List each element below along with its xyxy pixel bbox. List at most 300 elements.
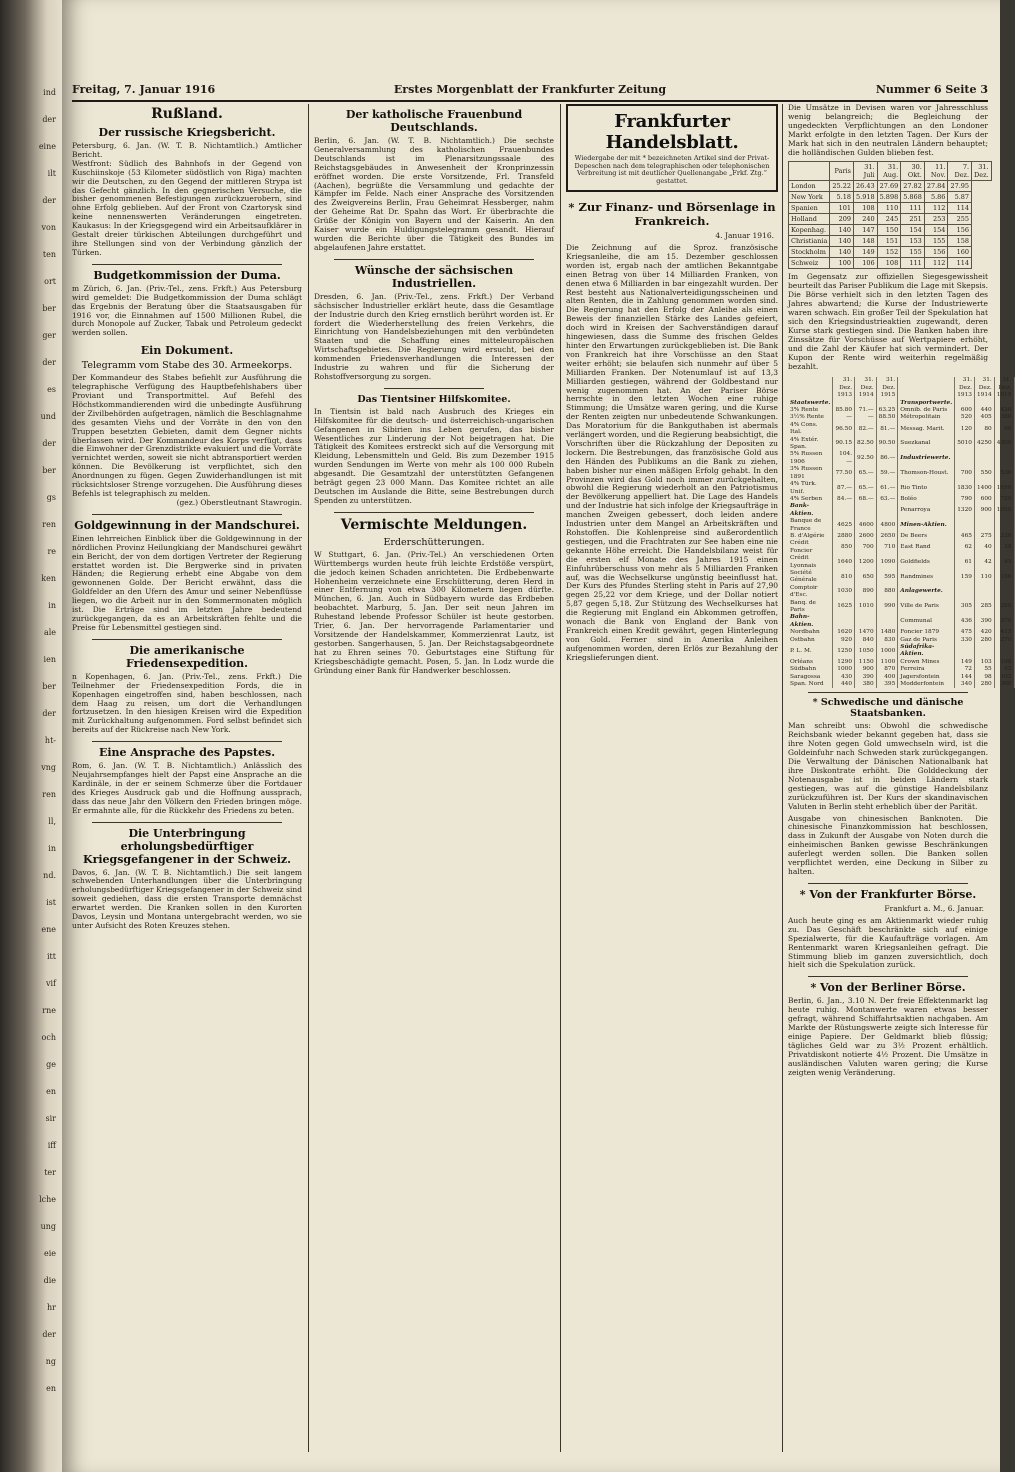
article-hilfskomitee bbox=[314, 394, 554, 506]
table-cell: 395 bbox=[876, 681, 898, 688]
table-body bbox=[789, 181, 992, 269]
table-cell: 40 bbox=[974, 540, 994, 555]
table-row bbox=[788, 614, 1014, 629]
article-body: Man schreibt uns: Obwohl die schwedische Reichsbank wieder bekannt gegeben hat, dass sie ihre Noten gegen Gold umwechseln wird, ist die Goldeinfuhr nach Schweden stark zurückgegangen. Die Verwaltung der Dänischen Nationalbank hat ihre Diskontrate erhöht. Die Golddeckung der Notenausgabe ist in beiden Ländern stark gestiegen, was auf die günstige Handelsbilanz zurückzuführen ist. Der Kurs der skandinavischen Valuten in Berlin steht erheblich über der Parität. bbox=[788, 721, 988, 811]
table-cell: 31. Dez. 1915 bbox=[994, 377, 1014, 399]
table-cell: Crédit Foncier bbox=[788, 540, 833, 555]
spine-fragment: ber bbox=[42, 682, 56, 691]
article-dokument bbox=[72, 344, 302, 508]
table-cell bbox=[955, 644, 975, 659]
table-cell: Messag. Marit. bbox=[898, 422, 955, 437]
table-cell: 82.50 bbox=[855, 437, 877, 452]
article-finanzlage-frankreich bbox=[566, 200, 778, 663]
table-cell: 405 bbox=[974, 414, 994, 421]
page-header bbox=[72, 74, 988, 102]
edition-title: Erstes Morgenblatt der Frankfurter Zeitung bbox=[393, 83, 667, 96]
spine-fragment: itt bbox=[47, 952, 56, 961]
table-cell: 103 bbox=[974, 659, 994, 666]
table-cell: 440 bbox=[833, 681, 855, 688]
table-cell: 270 bbox=[994, 637, 1014, 644]
table-cell: Orléans bbox=[788, 659, 833, 666]
table-cell: 31. Dez. 1914 bbox=[855, 377, 877, 399]
table-row bbox=[788, 600, 1014, 615]
article-title: Der katholische Frauenbund Deutschlands. bbox=[345, 108, 523, 134]
spine-fragment: ale bbox=[43, 628, 56, 637]
spine-fragment: nd. bbox=[43, 871, 56, 880]
table-cell: Stockholm bbox=[789, 247, 830, 258]
table-cell: London bbox=[789, 181, 830, 192]
table-header-cell: 31. Dez. bbox=[972, 162, 992, 181]
table-cell: Bank-Aktien. bbox=[788, 503, 833, 518]
table-cell: 415 bbox=[994, 629, 1014, 636]
table-cell bbox=[974, 585, 994, 600]
table-cell: 114 bbox=[948, 258, 972, 269]
table-cell: 710 bbox=[876, 540, 898, 555]
section-copyright-note: Wiedergabe der mit * bezeichneten Artikel sind der Privat-Depeschen nach dem telegraphischen oder telephonischen Verbreitung ist mit deutlicher Quellenangabe „Frkf. Ztg.“ gestattet. bbox=[574, 154, 770, 185]
table-cell: Crown Mines bbox=[898, 659, 955, 666]
table-cell: 850 bbox=[833, 540, 855, 555]
divider bbox=[808, 976, 968, 977]
table-cell: 90.15 bbox=[833, 437, 855, 452]
spine-fragment: ilt bbox=[47, 169, 56, 178]
table-header-cell: 11. Nov. bbox=[924, 162, 948, 181]
table-cell: 1480 bbox=[876, 629, 898, 636]
table-cell: Métropolitain bbox=[898, 414, 955, 421]
table-cell: Südbahn bbox=[788, 666, 833, 673]
table-cell: 140 bbox=[830, 225, 854, 236]
table-cell: 106 bbox=[994, 570, 1014, 585]
spine-fragment: gs bbox=[46, 493, 56, 502]
table-cell: 4% Serben bbox=[788, 496, 833, 503]
table-row bbox=[789, 225, 992, 236]
article-title: Goldgewinnung in der Mandschurei. bbox=[74, 518, 300, 532]
table-cell: 1030 bbox=[833, 585, 855, 600]
spine-fragment: iff bbox=[47, 1141, 56, 1150]
table-header-cell: Paris bbox=[830, 162, 854, 181]
table-cell: 31. Dez. 1914 bbox=[974, 377, 994, 399]
spine-fragment: ger bbox=[42, 331, 56, 340]
spine-fragment: ng bbox=[45, 1357, 56, 1366]
table-cell bbox=[955, 518, 975, 533]
table-cell: — bbox=[855, 414, 877, 421]
table-cell: 81.— bbox=[876, 422, 898, 437]
table-cell: Ferreira bbox=[898, 666, 955, 673]
table-cell: Randmines bbox=[898, 570, 955, 585]
table-cell: 380 bbox=[855, 681, 877, 688]
table-cell: Spanien bbox=[789, 203, 830, 214]
spine-fragment: der bbox=[42, 439, 56, 448]
spine-fragment: ind bbox=[43, 88, 56, 97]
table-header-row bbox=[789, 162, 992, 181]
divider bbox=[92, 264, 282, 265]
table-cell: 280 bbox=[974, 681, 994, 688]
table-cell bbox=[876, 400, 898, 407]
table-cell: 104.— bbox=[833, 451, 855, 466]
spine-fragment: ien bbox=[43, 655, 56, 664]
table-cell: Christiania bbox=[789, 236, 830, 247]
table-row bbox=[788, 414, 1014, 421]
table-header-cell: 7. Dez. bbox=[948, 162, 972, 181]
spine-fragment: re bbox=[47, 547, 56, 556]
article-body: Berlin, 6. Jan., 3.10 N. Der freie Effektenmarkt lag heute ruhig. Montanwerte waren etwas besser gefragt, während Schiffahrtsaktien nachgaben. Am Markte der Rüstungswerte zeigte sich Interesse für einige Papiere. Der Geldmarkt blieb flüssig; tägliches Geld war zu 3½ Prozent erhältlich. Privatdiskont notierte 4½ Prozent. Die Umsätze in ausländischen Valuten waren gering; die Kurse zeigten wenig Veränderung. bbox=[788, 996, 988, 1077]
spine-fragment: rne bbox=[42, 1006, 56, 1015]
table-cell: 61 bbox=[955, 555, 975, 570]
article-industriellen bbox=[314, 264, 554, 382]
table-cell: 990 bbox=[876, 600, 898, 615]
article-berliner-boerse bbox=[788, 981, 988, 1077]
table-cell: 90.50 bbox=[876, 437, 898, 452]
table-cell: 86.— bbox=[876, 451, 898, 466]
table-cell: 4% Extér. Span. bbox=[788, 437, 833, 452]
article-title: Das Tientsiner Hilfskomitee. bbox=[357, 393, 511, 405]
table-cell: Span. Nord bbox=[788, 681, 833, 688]
table-cell: Ville de Paris bbox=[898, 600, 955, 615]
table-cell: 810 bbox=[833, 570, 855, 585]
article-title: Rußland. bbox=[151, 106, 223, 122]
divider bbox=[92, 741, 282, 742]
table-cell: 160 bbox=[948, 247, 972, 258]
table-cell: Foncier 1879 bbox=[898, 629, 955, 636]
table-cell: 1250 bbox=[833, 644, 855, 659]
table-cell: 380 bbox=[994, 414, 1014, 421]
article-body: n Kopenhagen, 6. Jan. (Priv.-Tel., zens. Frkft.) Die Teilnehmer der Friedensexpedition Fords, die in Kopenhagen eingetroffen sind, haben beschlossen, nach dem Haag zu reisen, um dort die Verhandlungen fortzusetzen. In den hiesigen Kreisen wird die Expedition mit Zurückhaltung aufgenommen. Ford selbst befindet sich bereits auf der Rückreise nach New York. bbox=[72, 671, 302, 735]
table-cell: 1640 bbox=[833, 555, 855, 570]
table-cell: 890 bbox=[855, 585, 877, 600]
table-cell: 90 bbox=[994, 422, 1014, 437]
divider bbox=[92, 822, 282, 823]
spine-fragment: sir bbox=[45, 1114, 56, 1123]
table-cell: 475 bbox=[955, 629, 975, 636]
table-row bbox=[788, 644, 1014, 659]
table-cell: 5.87 bbox=[948, 192, 972, 203]
table-cell: 111 bbox=[901, 258, 925, 269]
spine-fragment: ken bbox=[41, 574, 56, 583]
adjacent-page-text bbox=[2, 88, 56, 1448]
table-cell: 59.— bbox=[876, 466, 898, 481]
article-body: Ausgabe von chinesischen Banknoten. Die chinesische Finanzkommission hat beschlossen, dass in Zukunft der Ausgabe von Noten durch die einheimischen Banken gewisse Beschränkungen auferlegt werden sollen. Die Banken sollen verpflichtet werden, eine Deckung in Silber zu halten. bbox=[788, 813, 988, 876]
table-cell: 154 bbox=[924, 225, 948, 236]
table-cell: 27.95 bbox=[948, 181, 972, 192]
table-cell: Kopenhag. bbox=[789, 225, 830, 236]
table-cell: 148 bbox=[854, 236, 878, 247]
table-row bbox=[788, 637, 1014, 644]
article-staatsbanken bbox=[788, 697, 988, 876]
table-cell: Comptoir d'Esc. bbox=[788, 585, 833, 600]
table-cell: 5% Russen 1906 bbox=[788, 451, 833, 466]
table-cell: 550 bbox=[974, 466, 994, 481]
spine-fragment: ist bbox=[46, 898, 56, 907]
table-cell bbox=[994, 585, 1014, 600]
newspaper-page bbox=[62, 0, 1012, 1472]
table-cell: 152 bbox=[877, 247, 901, 258]
table-cell: Holland bbox=[789, 214, 830, 225]
article-body: In Tientsin ist bald nach Ausbruch des Krieges ein Hilfskomitee für die deutsch- und österreichisch-ungarischen Gefangenen in Sibirien ins Leben gerufen, das bisher Wesentliches zur Linderung der Not beigetragen hat. Die Tätigkeit des Komitees erstreckt sich auf die Versorgung mit Kleidung, Lebensmitteln und Geld. Bis zum Dezember 1915 wurden Sendungen im Werte von mehr als 100 000 Rubeln abgesandt. Die Gesamtzahl der unterstützten Gefangenen beträgt gegen 23 000 Mann. Das Komitee richtet an alle Deutschen im Auslande die Bitte, seine Bestrebungen durch Spenden zu unterstützen. bbox=[314, 406, 554, 505]
table-cell: 26.43 bbox=[854, 181, 878, 192]
table-row bbox=[789, 247, 992, 258]
table-row bbox=[788, 422, 1014, 437]
divider bbox=[334, 259, 534, 260]
table-cell: 155 bbox=[901, 247, 925, 258]
column-2 bbox=[314, 104, 554, 1452]
spine-fragment: der bbox=[42, 1330, 56, 1339]
article-body: Die Umsätze in Devisen waren vor Jahresschluss wenig belangreich; die Begleichung der ungedeckten Verpflichtungen an den Londoner Markt erfolgte in den letzten Tagen. Der Kurs der Mark hat sich in den neutralen Ländern behauptet; die holländischen Gulden blieben fest. bbox=[788, 103, 988, 157]
stock-price-table bbox=[788, 377, 1015, 688]
table-cell: 5.86 bbox=[924, 192, 948, 203]
table-cell bbox=[974, 451, 994, 466]
table-cell bbox=[994, 400, 1014, 407]
table-cell: 2650 bbox=[876, 533, 898, 540]
table-cell: 2880 bbox=[833, 533, 855, 540]
article-title: Budgetkommission der Duma. bbox=[93, 268, 281, 282]
table-cell: 88.50 bbox=[876, 414, 898, 421]
table-cell: 251 bbox=[901, 214, 925, 225]
table-cell: Staatswerte. bbox=[788, 400, 833, 407]
table-cell: Schweiz bbox=[789, 258, 830, 269]
table-cell: New York bbox=[789, 192, 830, 203]
table-cell bbox=[898, 377, 955, 399]
exchange-rate-table bbox=[788, 161, 992, 269]
table-row bbox=[788, 666, 1014, 673]
table-cell: 900 bbox=[974, 503, 994, 518]
table-row bbox=[788, 585, 1014, 600]
table-cell: 72 bbox=[955, 666, 975, 673]
article-budgetkommission bbox=[72, 269, 302, 338]
table-cell: 700 bbox=[855, 540, 877, 555]
spine-fragment: lche bbox=[39, 1195, 56, 1204]
table-cell: 111 bbox=[901, 203, 925, 214]
table-cell bbox=[974, 518, 994, 533]
spine-fragment: es bbox=[47, 385, 56, 394]
table-cell: 305 bbox=[955, 600, 975, 615]
table-cell: 31. Dez. 1913 bbox=[955, 377, 975, 399]
table-cell bbox=[876, 503, 898, 518]
table-cell: 209 bbox=[830, 214, 854, 225]
divider bbox=[808, 883, 968, 884]
divider bbox=[808, 692, 968, 693]
table-cell: 156 bbox=[924, 247, 948, 258]
adjacent-page-edge bbox=[0, 0, 62, 1472]
table-cell: 840 bbox=[855, 637, 877, 644]
spine-fragment: ren bbox=[42, 520, 56, 529]
article-title: Die Unterbringung erholungsbedürftiger Kriegsgefangener in der Schweiz. bbox=[83, 826, 291, 866]
table-cell bbox=[974, 644, 994, 659]
table-cell: Communal bbox=[898, 614, 955, 629]
table-cell: 114 bbox=[948, 203, 972, 214]
table-cell: 149 bbox=[955, 659, 975, 666]
table-cell: 154 bbox=[901, 225, 925, 236]
column-rule bbox=[560, 104, 561, 1452]
article-title: Wünsche der sächsischen Industriellen. bbox=[354, 263, 514, 290]
table-row bbox=[788, 518, 1014, 533]
table-cell: 2600 bbox=[855, 533, 877, 540]
table-cell: 1830 bbox=[955, 481, 975, 496]
table-row bbox=[788, 555, 1014, 570]
article-papst bbox=[72, 746, 302, 815]
table-cell: 436 bbox=[955, 614, 975, 629]
table-cell: 1650 bbox=[994, 481, 1014, 496]
article-body: Westfront: Südlich des Bahnhofs in der Gegend von Kuschiinskoje (53 Kilometer südöstlich von Riga) machten wir die Deutschen, zu den Gegend der mittleren Strypa ist das Gefecht gänzlich. In den gegnerischen Versuche, die bisher genommenen Befestigungen zurückzuerobern, sind ohne Erfolg geblieben. Auf der Front von Czartorysk sind keine nennenswerten Veränderungen eingetreten. Kaukasus: In der Kriegsgegend wird ein Arbeitsaufklärer in Gestalt dreier türkischen Abteilungen durchgeführt und ihre Stellungen sind von der Verbindung gänzlich der Türken. bbox=[72, 158, 302, 257]
table-cell: 65.— bbox=[855, 466, 877, 481]
table-cell: 650 bbox=[855, 570, 877, 585]
table-cell: 52 bbox=[994, 666, 1014, 673]
table-row bbox=[788, 570, 1014, 585]
table-cell: 320 bbox=[994, 533, 1014, 540]
table-cell: Minen-Aktien. bbox=[898, 518, 955, 533]
table-cell: 82.— bbox=[855, 422, 877, 437]
table-cell: 870 bbox=[876, 666, 898, 673]
table-cell: 31. Dez. 1915 bbox=[876, 377, 898, 399]
divider bbox=[334, 512, 534, 513]
table-cell: 1100 bbox=[876, 659, 898, 666]
table-cell: Anlagewerte. bbox=[898, 585, 955, 600]
spine-fragment: der bbox=[42, 358, 56, 367]
table-cell: 595 bbox=[876, 570, 898, 585]
spine-fragment: ll, bbox=[48, 817, 56, 826]
table-cell: 880 bbox=[876, 585, 898, 600]
table-cell: 3% Russen 1891 bbox=[788, 466, 833, 481]
spine-fragment: ter bbox=[44, 1168, 56, 1177]
table-cell: 1000 bbox=[833, 666, 855, 673]
article-vermischtes bbox=[314, 517, 554, 676]
table-cell: Transportwerte. bbox=[898, 400, 955, 407]
table-cell: 4625 bbox=[833, 518, 855, 533]
table-row bbox=[788, 481, 1014, 496]
table-cell: Nordbahn bbox=[788, 629, 833, 636]
table-cell bbox=[855, 503, 877, 518]
table-cell: 87.— bbox=[833, 481, 855, 496]
spine-fragment: der bbox=[42, 709, 56, 718]
article-dateline: Frankfurt a. M., 6. Januar. bbox=[884, 903, 984, 913]
table-cell: 108 bbox=[994, 659, 1014, 666]
table-row bbox=[788, 540, 1014, 555]
table-cell: 100 bbox=[830, 258, 854, 269]
table-cell: Modderfontein bbox=[898, 681, 955, 688]
table-cell: 156 bbox=[948, 225, 972, 236]
table-cell: 1320 bbox=[955, 503, 975, 518]
table-row bbox=[788, 503, 1014, 518]
table-cell: 80 bbox=[974, 422, 994, 437]
table-cell: Crédit Lyonnais bbox=[788, 555, 833, 570]
article-title: Eine Ansprache des Papstes. bbox=[98, 746, 276, 760]
table-cell bbox=[994, 518, 1014, 533]
table-cell: 4250 bbox=[974, 437, 994, 452]
table-cell: 253 bbox=[924, 214, 948, 225]
article-subtitle: Telegramm vom Stabe des 30. Armeekorps. bbox=[81, 360, 293, 372]
article-body: Rom, 6. Jan. (W. T. B. Nichtamtlich.) Anlässlich des Neujahrsempfanges hielt der Papst eine Ansprache an die Kardinäle, in der er seinem Schmerze über die Fortdauer des Krieges Ausdruck gab und die Hoffnung aussprach, dass das neue Jahr den Völkern den Frieden bringen möge. Er ermahnte alle, für die Rückkehr des Friedens zu beten. bbox=[72, 761, 302, 815]
article-body: Im Gegensatz zur offiziellen Siegesgewissheit beurteilt das Pariser Publikum die Lage mit Skepsis. Die Börse verhielt sich in den letzten Tagen des Jahres abwartend; die Kurse der Industriewerte waren schwach. Ein großer Teil der Spekulation hat sich den Kriegsindustrieaktien zugewandt, deren Kurse stark gestiegen sind. Die Banken haben ihre Zinssätze für Vorschüsse auf Wertpapiere erhöht, und die Zahl der Käufer hat sich vermindert. Der Kupon der Rente wird weiterhin regelmäßig bezahlt. bbox=[788, 272, 988, 371]
table-cell: Thomson-Houst. bbox=[898, 466, 955, 481]
spine-fragment: in bbox=[48, 844, 56, 853]
article-devisen bbox=[788, 104, 988, 371]
table-cell: Rio Tinto bbox=[898, 481, 955, 496]
table-cell: 465 bbox=[955, 533, 975, 540]
table-cell: 900 bbox=[855, 666, 877, 673]
spine-fragment: ren bbox=[42, 790, 56, 799]
table-cell: Banque de France bbox=[788, 518, 833, 533]
table-cell: 1050 bbox=[855, 644, 877, 659]
article-frankfurter-boerse bbox=[788, 888, 988, 970]
table-cell: 85.80 bbox=[833, 407, 855, 414]
table-row bbox=[788, 659, 1014, 666]
table-row bbox=[789, 236, 992, 247]
article-title: * Schwedische und dänische Staatsbanken. bbox=[812, 697, 964, 720]
table-cell: 92.50 bbox=[855, 451, 877, 466]
article-body: Dresden, 6. Jan. (Priv.-Tel., zens. Frkft.) Der Verband sächsischer Industrieller erklärt heute, dass die Gesamtlage der Industrie durch den Krieg ernstlich berührt worden ist. Er fordert die Wiederherstellung des freien Verkehrs, die Einrichtung von Handelsbeziehungen mit den verbündeten Staaten und die Schaffung eines mitteleuropäischen Wirtschaftsgebietes. Die Regierung wird ersucht, bei den kommenden Friedensverhandlungen die Interessen der Industrie zu wahren und für die Sicherung der Rohstoffversorgung zu sorgen. bbox=[314, 291, 554, 381]
spine-fragment: en bbox=[46, 1384, 56, 1393]
table-cell: Gaz de Paris bbox=[898, 637, 955, 644]
spine-fragment: ber bbox=[42, 466, 56, 475]
table-cell: 155 bbox=[924, 236, 948, 247]
table-cell: 1050 bbox=[994, 503, 1014, 518]
table-cell bbox=[788, 377, 833, 399]
column-1 bbox=[72, 104, 302, 1452]
spine-fragment: der bbox=[42, 196, 56, 205]
table-cell: 61.— bbox=[876, 481, 898, 496]
table-cell: 63.— bbox=[876, 496, 898, 503]
table-cell: 140 bbox=[830, 236, 854, 247]
table-cell: 720 bbox=[994, 496, 1014, 503]
article-title: * Von der Berliner Börse. bbox=[810, 981, 966, 995]
table-cell: 240 bbox=[854, 214, 878, 225]
table-cell: 300 bbox=[994, 681, 1014, 688]
table-cell: 144 bbox=[955, 674, 975, 681]
table-header-cell bbox=[789, 162, 830, 181]
table-cell: 390 bbox=[974, 614, 994, 629]
table-row bbox=[788, 437, 1014, 452]
divider bbox=[384, 388, 484, 389]
table-cell: Ostbahn bbox=[788, 637, 833, 644]
table-cell: 4300 bbox=[994, 437, 1014, 452]
table-cell: 27.69 bbox=[877, 181, 901, 192]
table-cell: 112 bbox=[924, 203, 948, 214]
table-body bbox=[788, 400, 1014, 689]
table-cell: 3% Rente bbox=[788, 407, 833, 414]
table-cell: 108 bbox=[854, 203, 878, 214]
table-cell: 285 bbox=[974, 600, 994, 615]
spine-fragment: ten bbox=[42, 250, 56, 259]
table-cell: 1090 bbox=[876, 555, 898, 570]
spine-fragment: von bbox=[41, 223, 56, 232]
table-cell: 1470 bbox=[855, 629, 877, 636]
table-row bbox=[789, 258, 992, 269]
spine-fragment: ung bbox=[40, 1222, 56, 1231]
table-cell bbox=[994, 644, 1014, 659]
article-body: Auch heute ging es am Aktienmarkt wieder ruhig zu. Das Geschäft beschränkte sich auf einige Spezialwerte, für die Kaufaufträge vorlagen. Am Rentenmarkt waren Kriegsanleihen gefragt. Die Stimmung blieb im ganzen zuversichtlich, doch hielt sich die Spekulation zurück. bbox=[788, 915, 988, 970]
table-cell: 1150 bbox=[855, 659, 877, 666]
table-cell: 98 bbox=[974, 674, 994, 681]
table-cell bbox=[955, 400, 975, 407]
spine-fragment: ge bbox=[46, 1060, 56, 1069]
table-cell: 1010 bbox=[855, 600, 877, 615]
column-rule bbox=[308, 104, 309, 1452]
issue-date: Freitag, 7. Januar 1916 bbox=[72, 83, 216, 96]
article-title: Die amerikanische Friedensexpedition. bbox=[125, 643, 248, 670]
article-title: Ein Dokument. bbox=[140, 344, 234, 358]
table-cell: 245 bbox=[877, 214, 901, 225]
article-friedensexpedition bbox=[72, 644, 302, 735]
table-cell: 420 bbox=[974, 629, 994, 636]
table-header-cell: 30. Okt. bbox=[901, 162, 925, 181]
table-cell: 101 bbox=[830, 203, 854, 214]
spine-fragment: ht- bbox=[44, 736, 56, 745]
table-cell: Penarroya bbox=[898, 503, 955, 518]
table-cell: P. L. M. bbox=[788, 644, 833, 659]
page-number: Nummer 6 Seite 3 bbox=[875, 83, 988, 96]
table-cell: 4600 bbox=[855, 518, 877, 533]
table-cell: 96.50 bbox=[833, 422, 855, 437]
table-cell bbox=[833, 503, 855, 518]
spine-fragment: die bbox=[43, 1276, 56, 1285]
